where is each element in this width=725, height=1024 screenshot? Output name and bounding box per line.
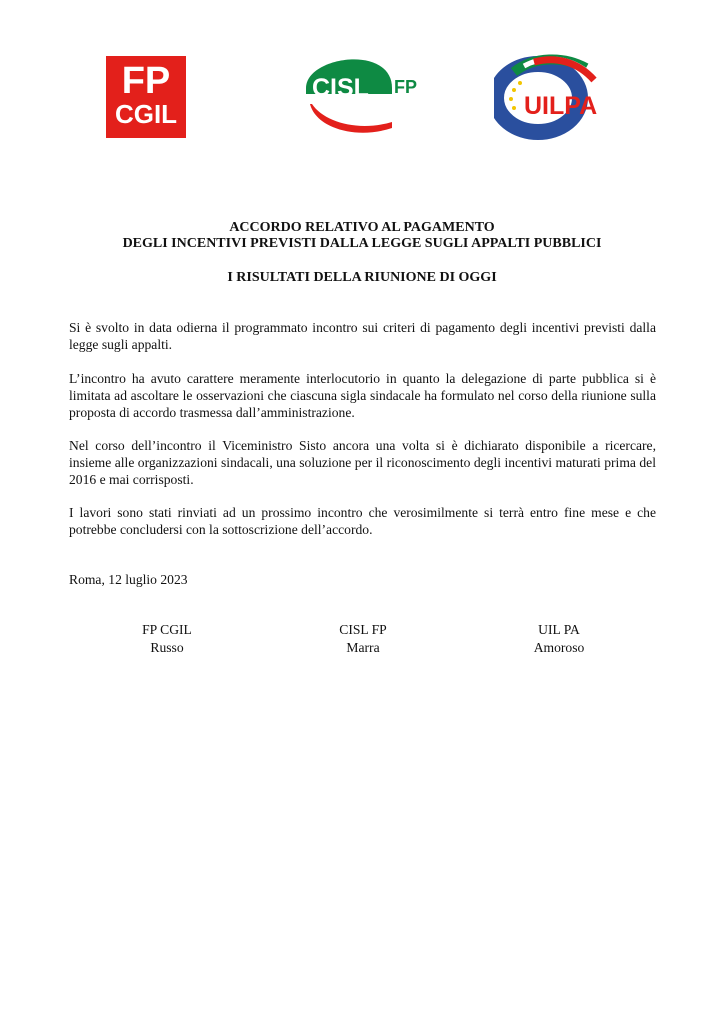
body-paragraph-2: L’incontro ha avuto carattere meramente interlocutorio in quanto la delegazione di parte pubblica si è limitata ad ascoltare le osservazioni che ciascuna sigla sindacale ha formulato nel corso della riunione sulla proposta di accordo trasmessa dall’amministrazione. bbox=[69, 371, 656, 420]
signature-name: Amoroso bbox=[533, 640, 585, 655]
cisl-logo-suffix: FP bbox=[394, 77, 418, 97]
signature-block bbox=[107, 621, 227, 657]
fp-cgil-logo bbox=[106, 56, 186, 138]
uil-pa-logo bbox=[494, 52, 622, 142]
signature-org: FP CGIL bbox=[142, 622, 192, 637]
signature-block bbox=[499, 621, 619, 657]
cisl-fp-logo bbox=[296, 48, 431, 140]
body-paragraph-4: I lavori sono stati rinviati ad un prossimo incontro che verosimilmente si terrà entro fine mese e che potrebbe concludersi con la sottoscrizione dell’accordo. bbox=[69, 505, 656, 537]
signature-name: Marra bbox=[346, 640, 380, 655]
signature-org: UIL PA bbox=[538, 622, 580, 637]
signature-name: Russo bbox=[150, 640, 184, 655]
signature-org: CISL FP bbox=[339, 622, 387, 637]
body-paragraph-3: Nel corso dell’incontro il Viceministro Sisto ancora una volta si è dichiarato disponibile a ricercare, insieme alle organizzazioni sindacali, una soluzione per il riconoscimento degli incentivi maturati prima del 2016 e mai corrisposti. bbox=[69, 438, 656, 487]
cisl-logo-text: CISL bbox=[312, 74, 369, 102]
document-subtitle: I RISULTATI DELLA RIUNIONE DI OGGI bbox=[227, 270, 497, 285]
document-title-line2: DEGLI INCENTIVI PREVISTI DALLA LEGGE SUGLI APPALTI PUBBLICI bbox=[122, 236, 602, 251]
body-paragraph-1: Si è svolto in data odierna il programmato incontro sui criteri di pagamento degli incentivi previsti dalla legge sugli appalti. bbox=[69, 320, 656, 352]
signature-block bbox=[303, 621, 423, 657]
document-title-line1: ACCORDO RELATIVO AL PAGAMENTO bbox=[229, 220, 495, 235]
uil-logo-text: UILPA bbox=[524, 92, 598, 120]
fp-cgil-logo-line1: FP bbox=[121, 60, 171, 102]
document-date: Roma, 12 luglio 2023 bbox=[69, 572, 188, 587]
fp-cgil-logo-line2: CGIL bbox=[114, 99, 178, 129]
